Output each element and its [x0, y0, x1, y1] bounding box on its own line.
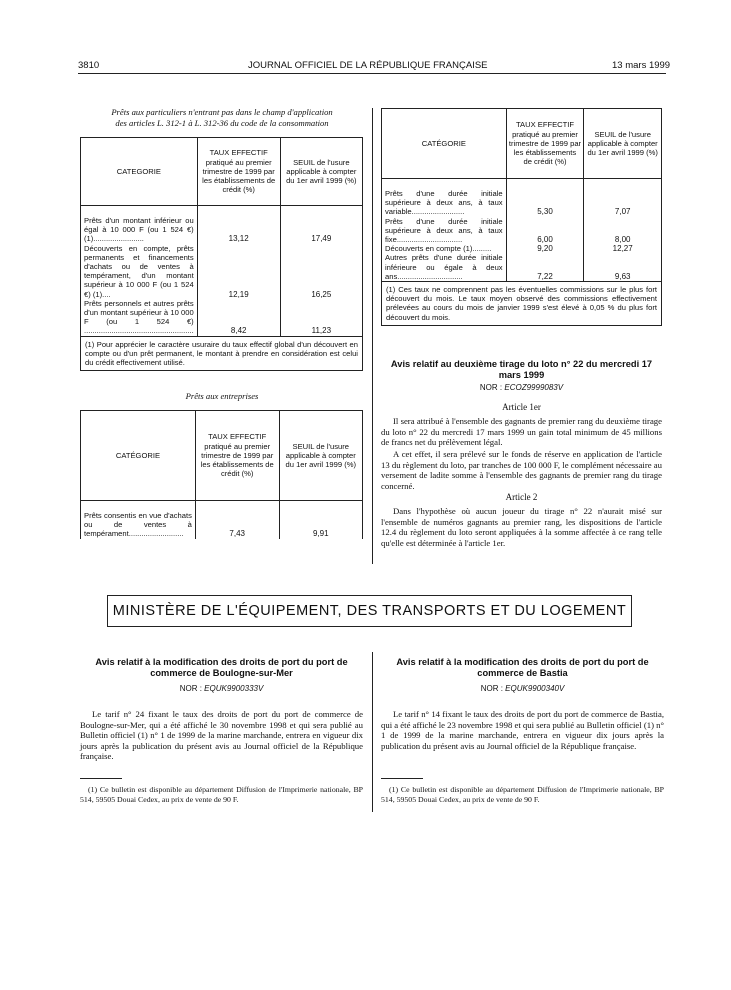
column-divider [372, 652, 373, 812]
article2-heading: Article 2 [505, 492, 538, 502]
nor-code: EQUK9900340V [505, 684, 565, 693]
footnote-rule [80, 778, 122, 779]
article2-paragraph1: Dans l'hypothèse où aucun joueur du tirage n° 22 n'aurait misé sur l'ensemble de numéros gagnants au premier rang, les dispositions de l'article 12.4 du règlement du loto seront appliquées à la somme affectée à ce rang telle qu'elle est déterminée à l'article 1er. [381, 506, 662, 548]
table1-caption [78, 107, 366, 128]
table1-caption-line1: Prêts aux particuliers n'entrant pas dans le champ d'application [111, 107, 333, 117]
boulogne-footnote: (1) Ce bulletin est disponible au département Diffusion de l'Imprimerie nationale, BP 514, 59505 Douai Cedex, au prix de vente de 90 F. [80, 785, 363, 804]
nor-code: ECOZ9999083V [504, 383, 564, 392]
table-row: Autres prêts d'une durée initiale inférieure ou égale à deux ans............................... 7,22 9,63 [382, 253, 662, 281]
footnote-rule [381, 778, 423, 779]
table-entreprises-suite [381, 108, 662, 326]
col-seuil: SEUIL de l'usure applicable à compter du 1er avril 1999 (%) [279, 411, 362, 501]
bastia-footnote: (1) Ce bulletin est disponible au département Diffusion de l'Imprimerie nationale, BP 514, 59505 Douai Cedex, au prix de vente de 90 F. [381, 785, 664, 804]
boulogne-nor [80, 684, 363, 693]
table-row: Prêts consentis en vue d'achats ou de ventes à tempérament.......................... 7,43 9,91 [81, 511, 363, 539]
table-row: Découverts en compte (1)......... 9,20 12,27 [382, 244, 662, 253]
table-row: Découverts en compte, prêts permanents et financements d'achats ou de ventes à tempérament, d'un montant supérieur à 10 000 F (ou 1 524 €) (1).... 12,19 16,25 [81, 244, 363, 299]
table-row: Prêts d'une durée initiale supérieure à deux ans, à taux fixe............................... 6,00 8,00 [382, 217, 662, 245]
column-divider [372, 108, 373, 564]
col-category: CATÉGORIE [81, 411, 196, 501]
journal-title: JOURNAL OFFICIEL DE LA RÉPUBLIQUE FRANÇAISE [248, 60, 488, 71]
issue-date: 13 mars 1999 [612, 60, 671, 71]
page-number: 3810 [78, 60, 100, 71]
nor-label: NOR : [480, 684, 503, 693]
col-taux: TAUX EFFECTIF pratiqué au premier trimestre de 1999 par les établissements de crédit (%) [506, 109, 584, 179]
col-taux: TAUX EFFECTIF pratiqué au premier trimestre de 1999 par les établissements de crédit (%) [197, 138, 280, 206]
nor-label: NOR : [479, 383, 503, 392]
boulogne-title: Avis relatif à la modification des droits de port du port de commerce de Boulogne-sur-Mer [95, 657, 348, 678]
table-entreprises [80, 410, 363, 539]
col-category: CATEGORIE [81, 138, 198, 206]
article1-heading: Article 1er [502, 402, 541, 412]
table1-caption-line2: des articles L. 312-1 à L. 312-36 du code de la consommation [115, 117, 329, 128]
table-row: Prêts d'une durée initiale supérieure à deux ans, à taux variable......................... 5,30 7,07 [382, 189, 662, 217]
table2-caption: Prêts aux entreprises [185, 391, 259, 401]
article1-paragraph1: Il sera attribué à l'ensemble des gagnants de premier rang du deuxième tirage du loto n° 22 du mercredi 17 mars 1999 un gain total minimum de 45 millions de francs net du prélèvement légal. [381, 416, 662, 448]
bastia-nor [381, 684, 664, 693]
loto-nor [381, 383, 662, 392]
table1-note: (1) Pour apprécier le caractère usuraire du taux effectif global d'un découvert en compte ou d'un prêt permanent, le montant à prendre en considération est celui du crédit effectivement utilisé. [81, 336, 363, 371]
loto-title: Avis relatif au deuxième tirage du loto n° 22 du mercredi 17 mars 1999 [390, 359, 653, 380]
nor-label: NOR : [179, 684, 202, 693]
bastia-title: Avis relatif à la modification des droits de port du port de commerce de Bastia [396, 657, 649, 678]
table3-note: (1) Ces taux ne comprennent pas les éventuelles commissions sur le plus fort découvert du mois. Le taux moyen observé des commissions effectivement prélevées au cours du mois de janvier 1999 s'est élevé à 0,05 % du plus fort découvert du mois. [382, 282, 662, 326]
table-particuliers [80, 137, 363, 371]
col-seuil: SEUIL de l'usure applicable à compter du 1er avril 1999 (%) [584, 109, 662, 179]
col-taux: TAUX EFFECTIF pratiqué au premier trimestre de 1999 par les établissements de crédit (%) [195, 411, 279, 501]
col-seuil: SEUIL de l'usure applicable à compter du 1er avril 1999 (%) [280, 138, 362, 206]
table-row: Prêts personnels et autres prêts d'un montant supérieur à 10 000 F (ou 1 524 €) .................................................... 8,42 11,23 [81, 299, 363, 336]
header-rule [78, 73, 666, 74]
bastia-body: Le tarif n° 14 fixant le taux des droits de port du port de commerce de Bastia, qui a été affiché le 23 novembre 1998 et qui sera publié au Bulletin officiel (1) n° 1 de 1999 de la marine marchande, entrera en vigueur dix jours après la publication du présent avis au Journal officiel de la République française. [381, 709, 664, 751]
nor-code: EQUK9900333V [204, 684, 264, 693]
table-row: Prêts d'un montant inférieur ou égal à 10 000 F (ou 1 524 €) (1)........................ 13,12 17,49 [81, 216, 363, 244]
boulogne-body: Le tarif n° 24 fixant le taux des droits de port du port de commerce de Boulogne-sur-Mer, qui a été affiché le 30 novembre 1998 et qui sera publié au Bulletin officiel (1) n° 1 de 1999 de la marine marchande, entrera en vigueur dix jours après la publication du présent avis au Journal officiel de la République française. [80, 709, 363, 762]
ministry-banner: MINISTÈRE DE L'ÉQUIPEMENT, DES TRANSPORTS ET DU LOGEMENT [107, 595, 632, 627]
col-category: CATÉGORIE [382, 109, 507, 179]
article1-paragraph2: A cet effet, il sera prélevé sur le fonds de réserve en application de l'article 13 du règlement du loto, par tranches de 100 000 F, le complément nécessaire au versement de ladite somme à l'ensemble des gagnants de premier rang du tirage concerné. [381, 449, 662, 491]
